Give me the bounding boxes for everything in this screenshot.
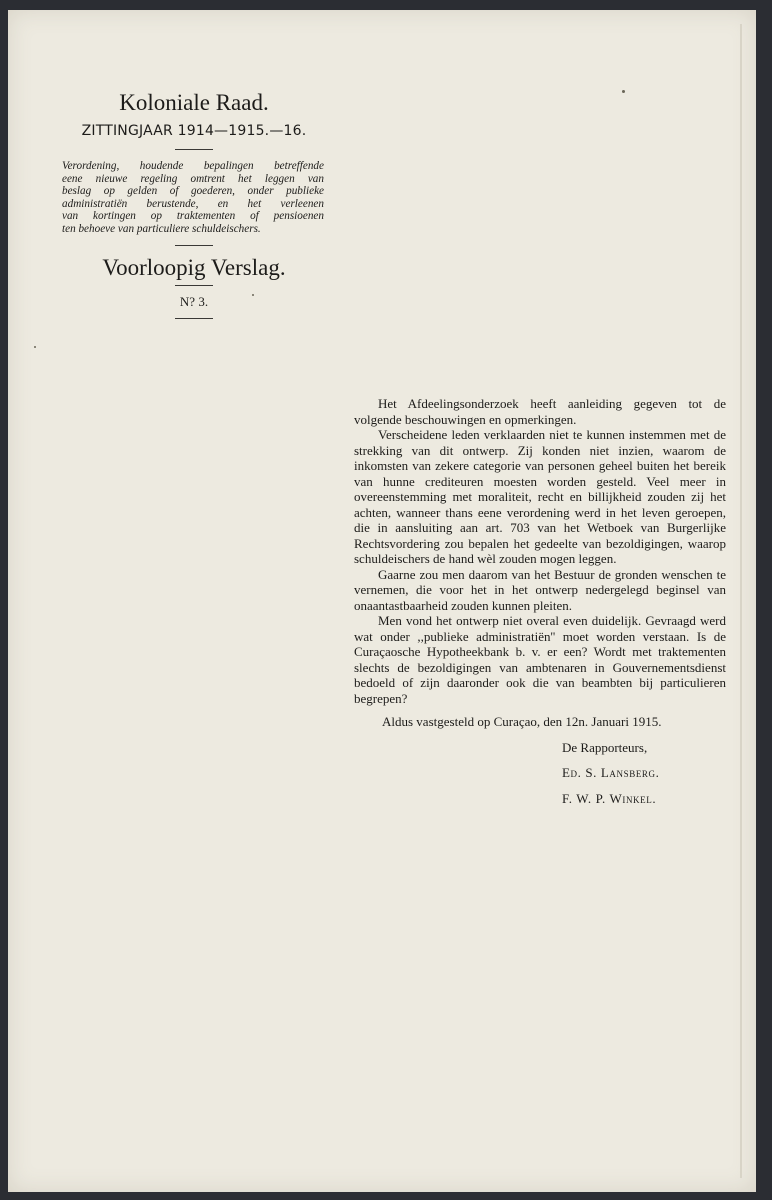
document-page bbox=[8, 10, 756, 1192]
divider bbox=[175, 318, 213, 319]
subject-line: ten behoeve van particuliere schuldeischers. bbox=[62, 222, 261, 235]
signatory: Ed. S. Lansberg. bbox=[562, 765, 660, 780]
paper-speck bbox=[622, 90, 625, 93]
body-paragraph: Men vond het ontwerp niet overal even duidelijk. Gevraagd werd wat onder ,,publieke administratiën'' moet worden verstaan. Is de Curaçaosche Hypotheekbank b. v. er een? Wordt met traktementen slechts de bezoldigingen van ambtenaren in Gouvernementsdienst bedoeld of zijn daaronder ook die van beambten bij particulieren begrepen? bbox=[354, 613, 726, 706]
subject-line: beslag op gelden of goederen, onder publieke bbox=[62, 185, 324, 198]
report-number: N? 3. bbox=[179, 293, 209, 309]
subject-line: administratiën berustende, en het verleenen bbox=[62, 197, 324, 210]
closing-line: Aldus vastgesteld op Curaçao, den 12n. Januari 1915. bbox=[382, 714, 662, 729]
body-paragraph: Gaarne zou men daarom van het Bestuur de gronden wenschen te vernemen, die voor het in het ontwerp nedergelegd beginsel van onaantastbaarheid zouden kunnen pleiten. bbox=[354, 566, 726, 613]
body-paragraph: Verscheidene leden verklaarden niet te kunnen instemmen met de strekking van dit ontwerp. Zij konden niet inzien, waarom de inkomsten van zekere categorie van personen geheel buiten het bereik van hunne crediteuren moesten worden gesteld. Veel meer in overeenstemming met moraliteit, recht en billijkheid zouden zij het achten, wanneer thans eene verordening werd in het leven geroepen, die in aansluiting aan art. 703 van het Wetboek van Burgerlijke Rechtsvordering zou bepalen het gedeelte van bezoldigingen, waarop schuldeischers de hand wèl zouden mogen leggen. bbox=[354, 427, 726, 566]
header-block bbox=[60, 90, 328, 319]
signature-block bbox=[354, 740, 726, 807]
report-body bbox=[354, 396, 726, 806]
session-line: ZITTINGJAAR 1914—1915.—16. bbox=[81, 123, 307, 139]
report-title: Voorloopig Verslag. bbox=[102, 254, 286, 280]
paper-speck bbox=[34, 346, 36, 348]
signatory: F. W. P. Winkel. bbox=[562, 790, 657, 806]
paper-speck bbox=[252, 294, 254, 296]
council-title: Koloniale Raad. bbox=[119, 90, 269, 115]
subject-line: Verordening, houdende bepalingen betreffende bbox=[62, 160, 324, 172]
body-paragraph: Het Afdeelingsonderzoek heeft aanleiding gegeven tot de volgende beschouwingen en opmerkingen. bbox=[354, 396, 726, 427]
subject-line: van kortingen op traktementen of pensioenen bbox=[62, 210, 324, 223]
signature-heading: De Rapporteurs, bbox=[562, 739, 648, 755]
divider bbox=[175, 149, 213, 150]
ordinance-subject bbox=[60, 160, 326, 236]
subject-line: eene nieuwe regeling omtrent het leggen van bbox=[62, 172, 324, 185]
divider bbox=[175, 245, 213, 246]
divider bbox=[175, 285, 213, 286]
page-edge-line bbox=[740, 24, 742, 1178]
